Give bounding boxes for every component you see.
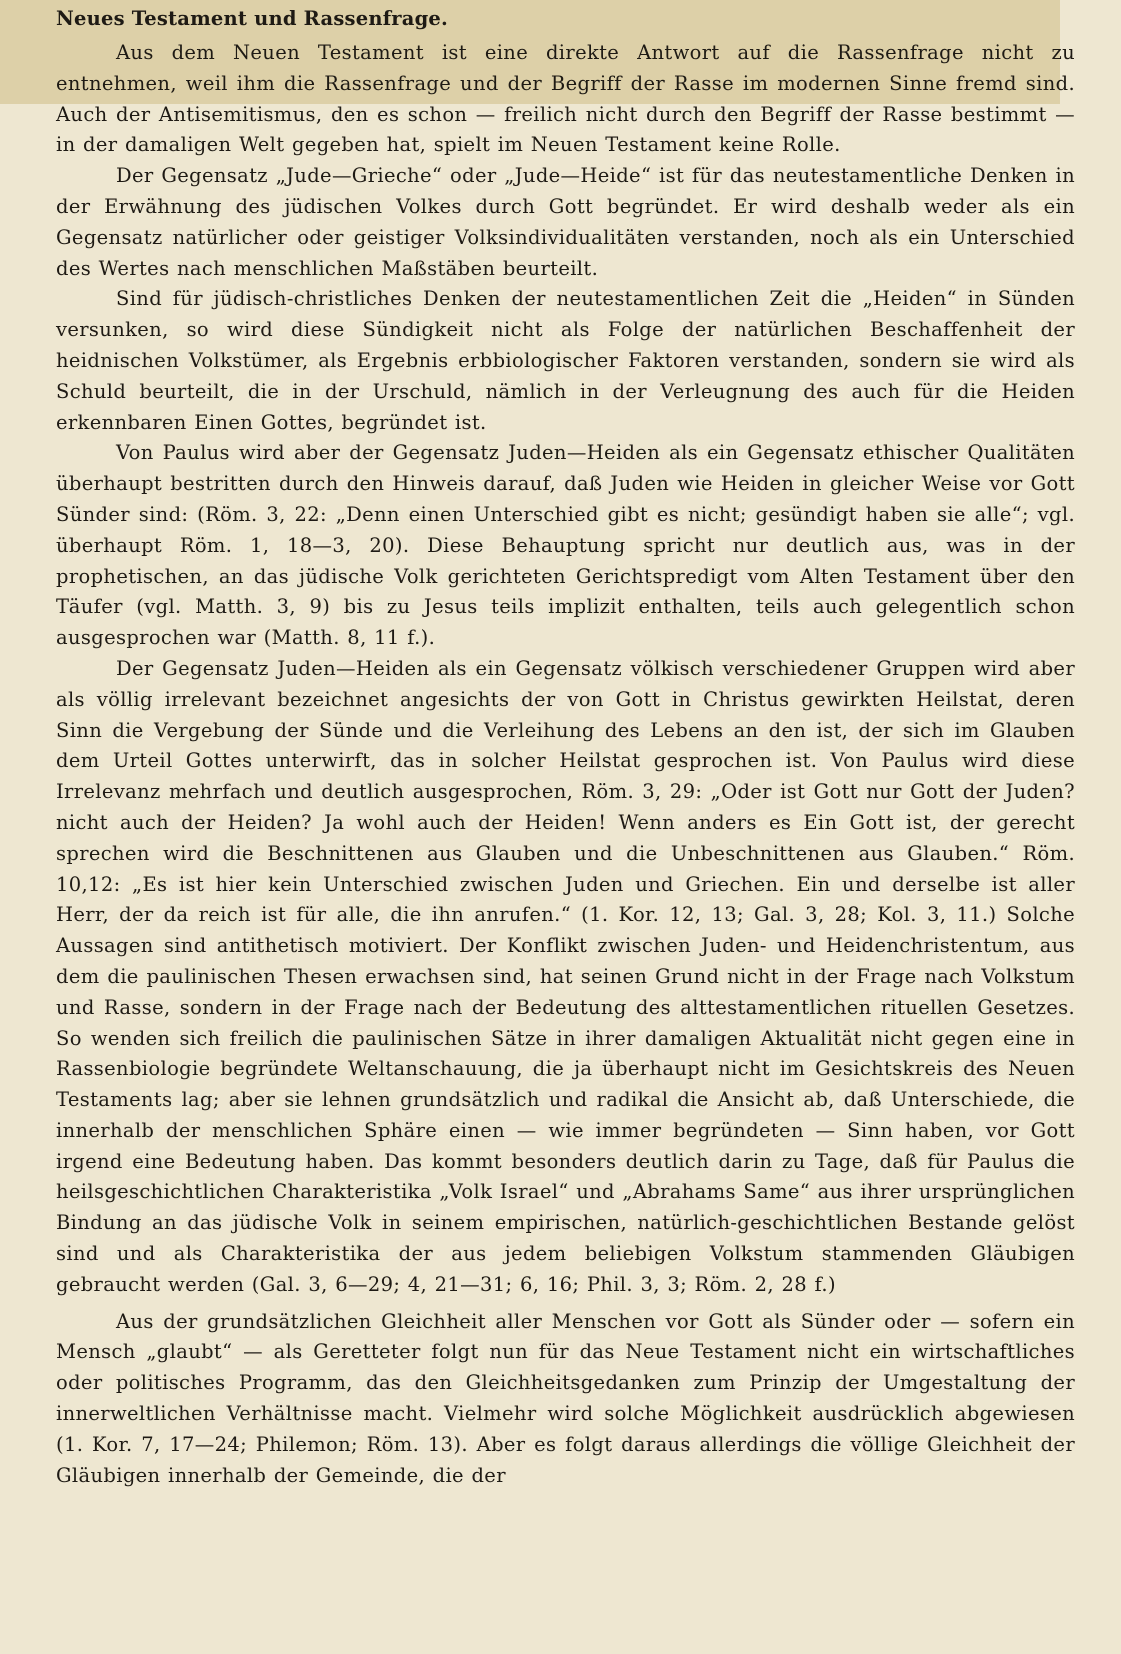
document-body	[56, 4, 1075, 1491]
paragraph-5: Der Gegensatz Juden—Heiden als ein Gegensatz völkisch verschiedener Gruppen wird aber als völlig irrelevant bezeichnet angesichts der von Gott in Christus gewirkten Heilstat, deren Sinn die Vergebung der Sünde und die Verleihung des Lebens an den ist, der sich im Glauben dem Urteil Gottes unterwirft, das in solcher Heilstat gesprochen ist. Von Paulus wird diese Irrelevanz mehrfach und deutlich ausgesprochen, Röm. 3, 29: „Oder ist Gott nur Gott der Juden? nicht auch der Heiden? Ja wohl auch der Heiden! Wenn anders es Ein Gott ist, der gerecht sprechen wird die Beschnittenen aus Glauben und die Unbeschnittenen aus Glauben.“ Röm. 10,12: „Es ist hier kein Unterschied zwischen Juden und Griechen. Ein und derselbe ist aller Herr, der da reich ist für alle, die ihn anrufen.“ (1. Kor. 12, 13; Gal. 3, 28; Kol. 3, 11.) Solche Aussagen sind antithetisch motiviert. Der Konflikt zwischen Juden- und Heidenchristentum, aus dem die paulinischen Thesen erwachsen sind, hat seinen Grund nicht in der Frage nach Volkstum und Rasse, sondern in der Frage nach der Bedeutung des alttestamentlichen rituellen Gesetzes. So wenden sich freilich die paulinischen Sätze in ihrer damaligen Aktualität nicht gegen eine in Rassenbiologie begründete Weltanschauung, die ja überhaupt nicht im Gesichtskreis des Neuen Testaments lag; aber sie lehnen grundsätzlich und radikal die Ansicht ab, daß Unterschiede, die innerhalb der menschlichen Sphäre einen — wie immer begründeten — Sinn haben, vor Gott irgend eine Bedeutung haben. Das kommt besonders deutlich darin zu Tage, daß für Paulus die heilsgeschichtlichen Charakteristika „Volk Israel“ und „Abrahams Same“ aus ihrer ursprünglichen Bindung an das jüdische Volk in seinem empirischen, natürlich-geschichtlichen Bestande gelöst sind und als Charakteristika der aus jedem beliebigen Volkstum stammenden Gläubigen gebraucht werden (Gal. 3, 6—29; 4, 21—31; 6, 16; Phil. 3, 3; Röm. 2, 28 f.)	[56, 656, 1075, 1296]
paragraph-2: Der Gegensatz „Jude—Grieche“ oder „Jude—Heide“ ist für das neutestamentliche Denken in der Erwähnung des jüdischen Volkes durch Gott begründet. Er wird deshalb weder als ein Gegensatz natürlicher oder geistiger Volksindividualitäten verstanden, noch als ein Unterschied des Wertes nach menschlichen Maßstäben beurteilt.	[56, 164, 1075, 280]
paragraph-1: Aus dem Neuen Testament ist eine direkte Antwort auf die Rassenfrage nicht zu entnehmen, weil ihm die Rassenfrage und der Begriff der Rasse im modernen Sinne fremd sind. Auch der Antisemitismus, den es schon — freilich nicht durch den Begriff der Rasse bestimmt — in der damaligen Welt gegeben hat, spielt im Neuen Testament keine Rolle.	[56, 41, 1075, 157]
paragraph-4: Von Paulus wird aber der Gegensatz Juden—Heiden als ein Gegensatz ethischer Qualitäten überhaupt bestritten durch den Hinweis darauf, daß Juden wie Heiden in gleicher Weise vor Gott Sünder sind: (Röm. 3, 22: „Denn einen Unterschied gibt es nicht; gesündigt haben sie alle“; vgl. überhaupt Röm. 1, 18—3, 20). Diese Behauptung spricht nur deutlich aus, was in der prophetischen, an das jüdische Volk gerichteten Gerichtspredigt vom Alten Testament über den Täufer (vgl. Matth. 3, 9) bis zu Jesus teils implizit enthalten, teils auch gelegentlich schon ausgesprochen war (Matth. 8, 11 f.).	[56, 441, 1075, 650]
section-heading: Neues Testament und Rassenfrage.	[56, 7, 449, 30]
paragraph-6: Aus der grundsätzlichen Gleichheit aller Menschen vor Gott als Sünder oder — sofern ein Mensch „glaubt“ — als Geretteter folgt nun für das Neue Testament nicht ein wirtschaftliches oder politisches Programm, das den Gleichheitsgedanken zum Prinzip der Umgestaltung der innerweltlichen Verhältnisse macht. Vielmehr wird solche Möglichkeit ausdrücklich abgewiesen (1. Kor. 7, 17—24; Philemon; Röm. 13). Aber es folgt daraus allerdings die völlige Gleichheit der Gläubigen innerhalb der Gemeinde, die der	[56, 1309, 1075, 1487]
paragraph-3: Sind für jüdisch-christliches Denken der neutestamentlichen Zeit die „Heiden“ in Sünden versunken, so wird diese Sündigkeit nicht als Folge der natürlichen Beschaffenheit der heidnischen Volkstümer, als Ergebnis erbbiologischer Faktoren verstanden, sondern sie wird als Schuld beurteilt, die in der Urschuld, nämlich in der Verleugnung des auch für die Heiden erkennbaren Einen Gottes, begründet ist.	[56, 287, 1075, 434]
